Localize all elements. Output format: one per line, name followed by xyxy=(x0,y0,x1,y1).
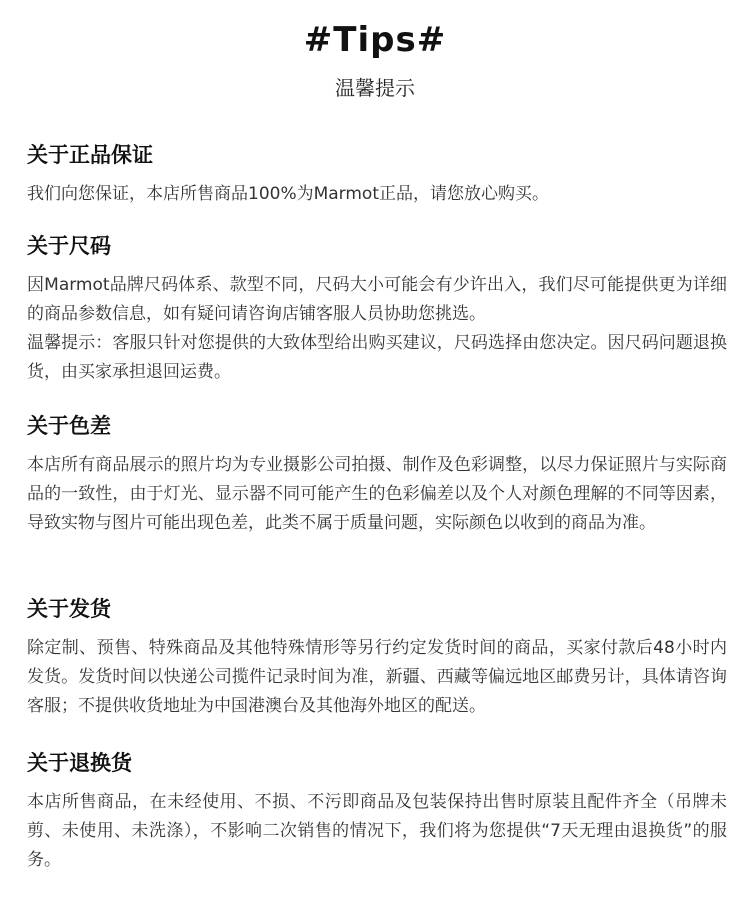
section-returns xyxy=(27,748,727,875)
page-title: #Tips# xyxy=(303,20,447,60)
section-heading: 关于色差 xyxy=(27,414,111,438)
section-heading: 关于尺码 xyxy=(27,234,111,258)
section-text: 因Marmot品牌尺码体系、款型不同，尺码大小可能会有少许出入，我们尽可能提供更为详细的商品参数信息，如有疑问请咨询店铺客服人员协助您挑选。 xyxy=(27,275,727,324)
page-subtitle: 温馨提示 xyxy=(335,76,415,100)
section-authenticity xyxy=(27,140,727,209)
section-heading: 关于发货 xyxy=(27,597,111,621)
section-shipping xyxy=(27,594,727,721)
section-sizing xyxy=(27,231,727,387)
section-color-difference xyxy=(27,411,727,538)
section-heading: 关于正品保证 xyxy=(27,143,153,167)
section-text: 本店所有商品展示的照片均为专业摄影公司拍摄、制作及色彩调整，以尽力保证照片与实际商品的一致性，由于灯光、显示器不同可能产生的色彩偏差以及个人对颜色理解的不同等因素，导致实物与图片可能出现色差，此类不属于质量问题，实际颜色以收到的商品为准。 xyxy=(27,455,727,533)
section-text: 本店所售商品，在未经使用、不损、不污即商品及包装保持出售时原装且配件齐全（吊牌未剪、未使用、未洗涤），不影响二次销售的情况下，我们将为您提供“7天无理由退换货”的服务。 xyxy=(27,792,727,870)
section-text: 除定制、预售、特殊商品及其他特殊情形等另行约定发货时间的商品，买家付款后48小时内发货。发货时间以快递公司揽件记录时间为准，新疆、西藏等偏远地区邮费另计，具体请咨询客服；不提供收货地址为中国港澳台及其他海外地区的配送。 xyxy=(27,638,727,716)
section-text: 温馨提示：客服只针对您提供的大致体型给出购买建议，尺码选择由您决定。因尺码问题退换货，由买家承担退回运费。 xyxy=(27,333,727,382)
section-text: 我们向您保证，本店所售商品100%为Marmot正品，请您放心购买。 xyxy=(27,184,550,204)
section-heading: 关于退换货 xyxy=(27,751,132,775)
